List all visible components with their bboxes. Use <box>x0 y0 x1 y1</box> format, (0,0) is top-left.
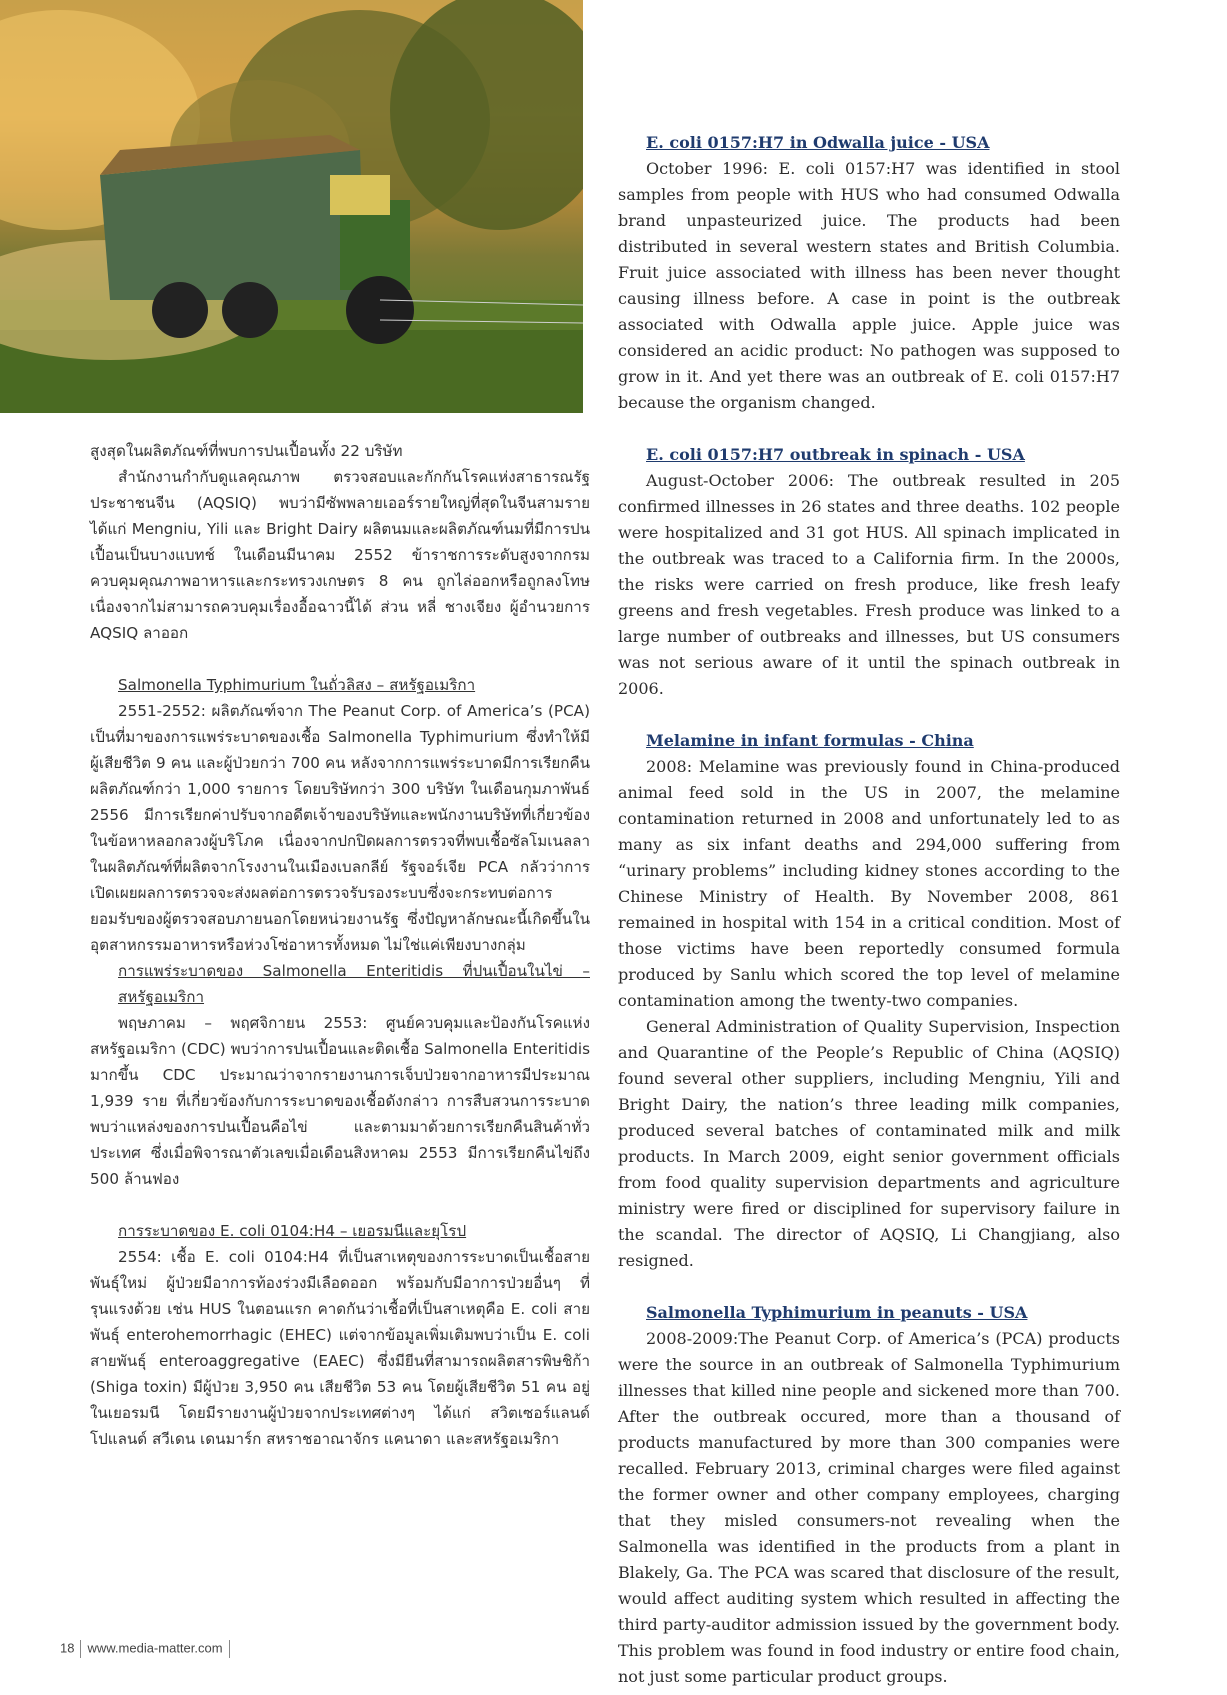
page-number: 18 <box>60 1640 75 1656</box>
section-title-peanuts: Salmonella Typhimurium in peanuts - USA <box>646 1303 1028 1322</box>
section-body-melamine-2: General Administration of Quality Supervision, Inspection and Quarantine of the People’s Republic of China (AQSIQ) found several other suppliers, including Mengniu, Yili and Bright Dairy, the nation’s three leading milk companies, produced several batches of contaminated milk and milk products. In March 2009, eight senior government officials from food quality supervision departments and agriculture ministry were fired or disciplined for supervisory failure in the scandal. The director of AQSIQ, Li Changjiang, also resigned. <box>618 1017 1120 1270</box>
footer-separator-end <box>229 1640 230 1658</box>
section-body-spinach: August-October 2006: The outbreak resulted in 205 confirmed illnesses in 26 states and three deaths. 102 people were hospitalized and 31 got HUS. All spinach implicated in the outbreak was traced to a California firm. In the 2000s, the risks were carried on fresh produce, like fresh leafy greens and fresh vegetables. Fresh produce was linked to a large number of outbreaks and illnesses, but US consumers was not serious aware of it until the spinach outbreak in 2006. <box>618 471 1120 698</box>
section-title-odwalla: E. coli 0157:H7 in Odwalla juice - USA <box>646 133 990 152</box>
tractor-photo <box>0 0 583 413</box>
thai-paragraph-eggs: พฤษภาคม – พฤศจิกายน 2553: ศูนย์ควบคุมและป้องกันโรคแห่งสหรัฐอเมริกา (CDC) พบว่าการปนเปื้อนและติดเชื้อ Salmonella Enteritidis มากขึ้น CDC ประมาณว่าจากรายงานการเจ็บป่วยจากอาหารมีประมาณ 1,939 ราย ที่เกี่ยวข้องกับการระบาดของเชื้อดังกล่าว การสืบสวนการระบาดพบว่าแหล่งของการปนเปื้อนคือไข่ และตามมาด้วยการเรียกคืนสินค้าทั่วประเทศ ซึ่งเมื่อพิจารณาตัวเลขเมื่อเดือนสิงหาคม 2553 มีการเรียกคืนไข่ถึง 500 ล้านฟอง <box>90 1014 590 1188</box>
thai-heading-eggs: การแพร่ระบาดของ Salmonella Enteritidis ที่ปนเปื้อนในไข่ – สหรัฐอเมริกา <box>118 962 590 1006</box>
thai-paragraph-ecoli: 2554: เชื้อ E. coli 0104:H4 ที่เป็นสาเหตุของการระบาดเป็นเชื้อสายพันธุ์ใหม่ ผู้ป่วยมีอาการท้องร่วงมีเลือดออก พร้อมกับมีอาการป่วยอื่นๆ ที่รุนแรงด้วย เช่น HUS ในตอนแรก คาดกันว่าเชื้อที่เป็นสาเหตุคือ E. coli สายพันธุ์ enterohemorrhagic (EHEC) แต่จากข้อมูลเพิ่มเติมพบว่าเป็น E. coli สายพันธุ์ enteroaggregative (EAEC) ซึ่งมียีนที่สามารถผลิตสารพิษชิก้า (Shiga toxin) มีผู้ป่วย 3,950 คน เสียชีวิต 53 คน โดยผู้เสียชีวิต 51 คน อยู่ในเยอรมนี โดยมีรายงานผู้ป่วยจากประเทศต่างๆ ได้แก่ สวิตเซอร์แลนด์ โปแลนด์ สวีเดน เดนมาร์ก สหราชอาณาจักร แคนาดา และสหรัฐอเมริกา <box>90 1248 590 1448</box>
section-title-melamine: Melamine in infant formulas - China <box>646 731 974 750</box>
website-link[interactable]: www.media-matter.com <box>87 1640 223 1656</box>
thai-paragraph-peanuts: 2551-2552: ผลิตภัณฑ์จาก The Peanut Corp. of America’s (PCA) เป็นที่มาของการแพร่ระบาดของเชื้อ Salmonella Typhimurium ซึ่งทำให้มีผู้เสียชีวิต 9 คน และผู้ป่วยกว่า 700 คน หลังจากการแพร่ระบาดมีการเรียกคืนผลิตภัณฑ์กว่า 1,000 รายการ โดยบริษัทกว่า 300 บริษัท ในเดือนกุมภาพันธ์ 2556 มีการเรียกค่าปรับจากอดีตเจ้าของบริษัทและพนักงานบริษัทที่เกี่ยวข้องในข้อหาหลอกลวงผู้บริโภค เนื่องจากปกปิดผลการตรวจที่พบเชื้อซัลโมเนลลาในผลิตภัณฑ์ที่ผลิตจากโรงงานในเมืองเบลกลีย์ รัฐจอร์เจีย PCA กลัวว่าการเปิดเผยผลการตรวจจะส่งผลต่อการตรวจรับรองระบบซึ่งจะกระทบต่อการยอมรับของผู้ตรวจสอบภายนอกโดยหน่วยงานรัฐ ซึ่งปัญหาลักษณะนี้เกิดขึ้นในอุตสาหกรรมอาหารหรือห่วงโซ่อาหารทั้งหมด ไม่ใช่แค่เพียงบางกลุ่ม <box>90 702 590 954</box>
page-footer <box>60 1640 236 1658</box>
thai-heading-peanuts: Salmonella Typhimurium ในถั่วลิสง – สหรัฐอเมริกา <box>118 676 476 694</box>
section-body-melamine-1: 2008: Melamine was previously found in China-produced animal feed sold in the US in 2007, the melamine contamination returned in 2008 and unfortunately led to as many as six infant deaths and 294,000 suffering from “urinary problems” including kidney stones according to the Chinese Ministry of Health. By November 2008, 861 remained in hospital with 154 in a critical condition. Most of those victims have been reportedly consumed formula produced by Sanlu which scored the top level of melamine contamination among the twenty-two companies. <box>618 757 1120 1010</box>
section-body-peanuts: 2008-2009:The Peanut Corp. of America’s (PCA) products were the source in an outbreak of Salmonella Typhimurium illnesses that killed nine people and sickened more than 700. After the outbreak occured, more than a thousand of products manufactured by more than 300 companies were recalled. February 2013, criminal charges were filed against the former owner and other company employees, charging that they misled consumers-not revealing when the Salmonella was identified in the products from a plant in Blakely, Ga. The PCA was scared that disclosure of the result, would affect auditing system which resulted in affecting the third party-auditor admission issued by the government body. This problem was found in food industry or entire food chain, not just some particular product groups. <box>618 1329 1120 1686</box>
right-column <box>618 130 1120 1690</box>
thai-paragraph-1: สูงสุดในผลิตภัณฑ์ที่พบการปนเปื้อนทั้ง 22 บริษัท <box>90 442 403 460</box>
left-column <box>90 438 590 1452</box>
footer-separator <box>80 1640 81 1658</box>
thai-paragraph-2: สำนักงานกำกับดูแลคุณภาพ ตรวจสอบและกักกันโรคแห่งสาธารณรัฐประชาชนจีน (AQSIQ) พบว่ามีซัพพลายเออร์รายใหญ่ที่สุดในจีนสามราย ได้แก่ Mengniu, Yili และ Bright Dairy ผลิตนมและผลิตภัณฑ์นมที่มีการปนเปื้อนเป็นบางแบทช์ ในเดือนมีนาคม 2552 ข้าราชการระดับสูงจากกรมควบคุมคุณภาพอาหารและกระทรวงเกษตร 8 คน ถูกไล่ออกหรือถูกลงโทษเนื่องจากไม่สามารถควบคุมเรื่องอื้อฉาวนี้ได้ ส่วน หลี่ ชางเจียง ผู้อำนวยการ AQSIQ ลาออก <box>90 468 590 642</box>
section-body-odwalla: October 1996: E. coli 0157:H7 was identified in stool samples from people with HUS who had consumed Odwalla brand unpasteurized juice. The products had been distributed in several western states and British Columbia. Fruit juice associated with illness has been never thought causing illness before. A case in point is the outbreak associated with Odwalla apple juice. Apple juice was considered an acidic product: No pathogen was supposed to grow in it. And yet there was an outbreak of E. coli 0157:H7 because the organism changed. <box>618 159 1120 412</box>
section-title-spinach: E. coli 0157:H7 outbreak in spinach - USA <box>646 445 1025 464</box>
thai-heading-ecoli: การระบาดของ E. coli 0104:H4 – เยอรมนีและยุโรป <box>118 1222 467 1240</box>
tractor-illustration <box>0 0 583 413</box>
